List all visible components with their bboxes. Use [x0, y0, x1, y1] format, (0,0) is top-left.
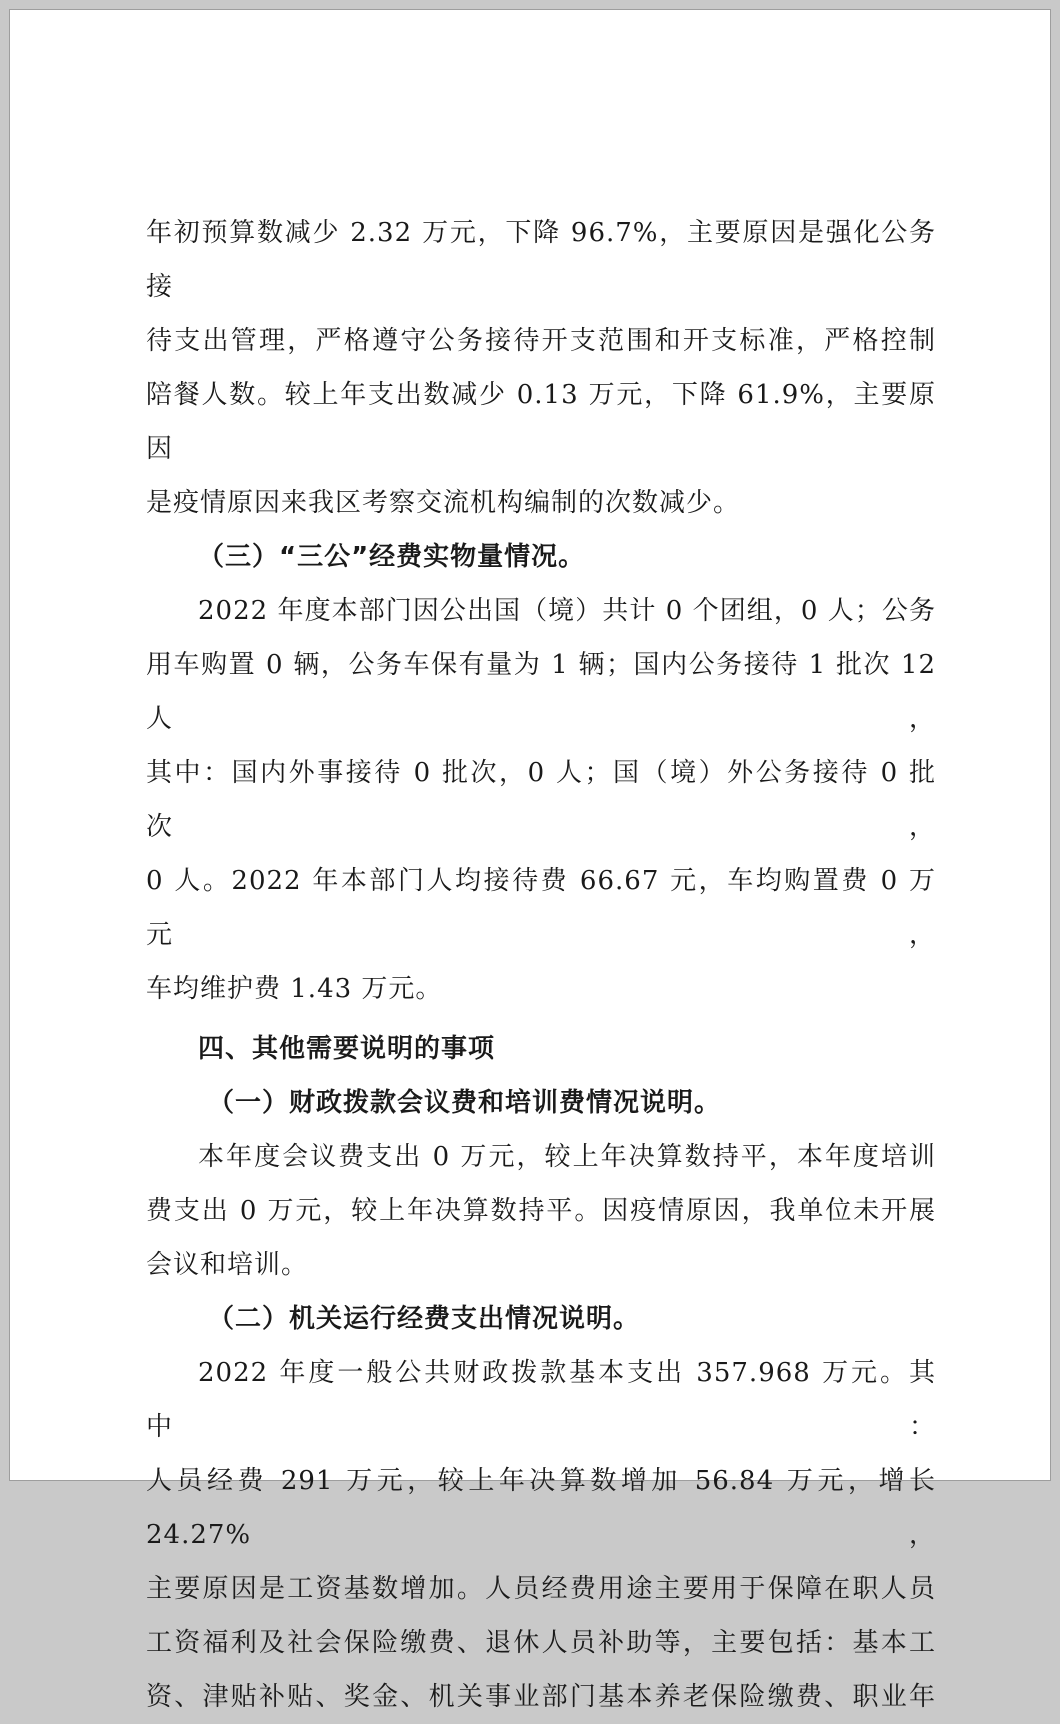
document-page: [9, 9, 1051, 1712]
paragraph-line: 主要原因是工资基数增加。人员经费用途主要用于保障在职人员: [146, 1574, 936, 1604]
paragraph-line: 人员经费 291 万元，较上年决算数增加 56.84 万元，增长 24.27%，: [146, 1466, 936, 1550]
section-heading-other-matters: 四、其他需要说明的事项: [198, 1034, 496, 1064]
paragraph-line: 车均维护费 1.43 万元。: [146, 974, 443, 1004]
paragraph-line: 费支出 0 万元，较上年决算数持平。因疫情原因，我单位未开展: [146, 1196, 936, 1226]
paragraph-line: 2022 年度本部门因公出国（境）共计 0 个团组，0 人；公务: [198, 596, 936, 626]
subsection-heading-meeting-training: （一）财政拨款会议费和培训费情况说明。: [208, 1088, 722, 1118]
document-body: [146, 206, 936, 1724]
subsection-heading-operation-costs: （二）机关运行经费支出情况说明。: [208, 1304, 641, 1334]
paragraph-line: 工资福利及社会保险缴费、退休人员补助等，主要包括：基本工: [146, 1628, 936, 1658]
paragraph-line: 陪餐人数。较上年支出数减少 0.13 万元，下降 61.9%，主要原因: [146, 380, 936, 464]
paragraph-line: 其中：国内外事接待 0 批次，0 人；国（境）外公务接待 0 批次，: [146, 758, 936, 842]
paragraph-line: 资、津贴补贴、奖金、机关事业部门基本养老保险缴费、职业年: [146, 1682, 936, 1712]
paragraph-line: 是疫情原因来我区考察交流机构编制的次数减少。: [146, 488, 741, 518]
paragraph-line: 2022 年度一般公共财政拨款基本支出 357.968 万元。其中：: [146, 1358, 936, 1442]
paragraph-line: 0 人。2022 年本部门人均接待费 66.67 元，车均购置费 0 万元，: [146, 866, 936, 950]
paragraph-line: 会议和培训。: [146, 1250, 309, 1280]
paragraph-line: 本年度会议费支出 0 万元，较上年决算数持平，本年度培训: [198, 1142, 936, 1172]
paragraph-line: 待支出管理，严格遵守公务接待开支范围和开支标准，严格控制: [146, 326, 936, 356]
paragraph-line: 年初预算数减少 2.32 万元，下降 96.7%，主要原因是强化公务接: [146, 218, 936, 302]
paragraph-line: 用车购置 0 辆，公务车保有量为 1 辆；国内公务接待 1 批次 12 人，: [146, 650, 936, 734]
section-heading-san-gong: （三）“三公”经费实物量情况。: [198, 542, 586, 572]
